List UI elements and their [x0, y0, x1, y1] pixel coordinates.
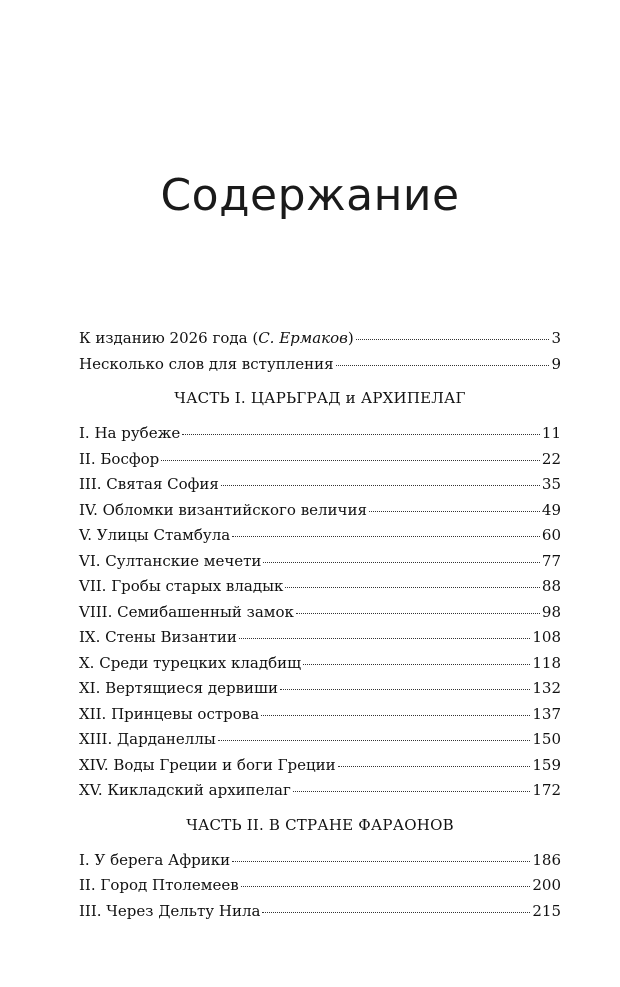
toc-entry-label: XIII. Дарданеллы [79, 730, 216, 748]
toc-entry-label: Несколько слов для вступления [79, 354, 334, 373]
dot-leader [303, 663, 530, 665]
toc-entry[interactable] [79, 422, 561, 448]
toc-entry-page: 137 [532, 704, 561, 723]
toc-entry-label: I. На рубеже [79, 424, 181, 442]
toc-entry-label: II. Город Птолемеев [79, 876, 239, 894]
toc-entry-page: 9 [551, 354, 561, 373]
toc-entry[interactable] [79, 626, 561, 652]
toc-entry-page: 35 [541, 475, 561, 493]
toc-entry[interactable] [79, 327, 561, 353]
toc-entry-page: 172 [532, 781, 561, 799]
dot-leader [369, 510, 540, 512]
toc-entry-label: XIV. Воды Греции и боги Греции [79, 755, 336, 774]
toc-entry-page: 98 [541, 602, 561, 621]
toc-entry-label: XV. Кикладский архипелаг [79, 781, 291, 799]
toc-entry-label: XI. Вертящиеся дервиши [79, 679, 278, 697]
toc-entry-label: VI. Султанские мечети [79, 551, 262, 570]
toc-entry[interactable] [79, 754, 561, 780]
toc-entry-label: II. Босфор [79, 449, 160, 468]
dot-leader [221, 484, 540, 486]
dot-leader [293, 790, 530, 792]
toc-entry[interactable] [79, 448, 561, 474]
dot-leader [232, 535, 540, 537]
toc-entry-page: 132 [532, 679, 561, 697]
dot-leader [182, 433, 540, 435]
toc-entry[interactable] [79, 900, 561, 926]
toc-entry-label: I. У берега Африки [79, 850, 231, 869]
toc-entry-label: X. Среди турецких кладбищ [79, 653, 302, 672]
toc-entry-author: С. Ермаков [258, 329, 348, 347]
toc-entry[interactable] [79, 652, 561, 678]
toc-entry[interactable] [79, 499, 561, 525]
dot-leader [161, 459, 540, 461]
toc-entry-page: 159 [532, 755, 561, 774]
toc-entry-page: 108 [532, 628, 561, 646]
dot-leader [285, 586, 540, 588]
toc-entry-page: 150 [532, 730, 561, 748]
toc-entry-label: IX. Стены Византии [79, 628, 237, 646]
toc-entry-page: 186 [532, 850, 561, 869]
dot-leader [232, 860, 530, 862]
toc-entry[interactable] [79, 677, 561, 703]
toc-entry[interactable] [79, 728, 561, 754]
part-heading: ЧАСТЬ II. В СТРАНЕ ФАРАОНОВ [186, 815, 454, 834]
dot-leader [261, 714, 530, 716]
toc-entry[interactable] [79, 550, 561, 576]
toc-entry-page: 88 [541, 577, 561, 595]
toc-entry-label: IV. Обломки византийского величия [79, 500, 367, 519]
page-title: Содержание [160, 170, 460, 221]
toc-entry-page: 77 [541, 551, 561, 570]
toc-entry-label: К изданию 2026 года (С. Ермаков) [79, 329, 354, 347]
toc-entry-label: III. Святая София [79, 475, 219, 493]
toc-entry-page: 60 [541, 526, 561, 544]
toc-entry[interactable] [79, 353, 561, 379]
toc-entry-page: 22 [541, 449, 561, 468]
dot-leader [218, 739, 531, 741]
toc-entry[interactable] [79, 779, 561, 805]
toc-entry-page: 215 [532, 901, 561, 920]
dot-leader [241, 885, 531, 887]
toc-entry-page: 3 [551, 329, 561, 347]
dot-leader [338, 765, 531, 767]
dot-leader [263, 561, 539, 563]
toc-entry[interactable] [79, 524, 561, 550]
toc-entry[interactable] [79, 703, 561, 729]
dot-leader [336, 364, 550, 366]
dot-leader [356, 338, 550, 340]
toc-entry[interactable] [79, 874, 561, 900]
toc-entry[interactable] [79, 473, 561, 499]
toc-entry-label: VII. Гробы старых владык [79, 577, 284, 595]
toc-entry-label: V. Улицы Стамбула [79, 526, 231, 544]
dot-leader [296, 612, 540, 614]
toc-entry-page: 118 [532, 653, 561, 672]
dot-leader [262, 911, 530, 913]
table-of-contents [79, 327, 561, 925]
toc-entry[interactable] [79, 849, 561, 875]
toc-entry-page: 11 [541, 424, 561, 442]
toc-entry[interactable] [79, 601, 561, 627]
part-heading: ЧАСТЬ I. ЦАРЬГРАД и АРХИПЕЛАГ [174, 389, 466, 407]
toc-entry-label: VIII. Семибашенный замок [79, 602, 294, 621]
toc-entry-label: III. Через Дельту Нила [79, 901, 261, 920]
toc-entry-label: XII. Принцевы острова [79, 704, 260, 723]
dot-leader [239, 637, 530, 639]
toc-entry[interactable] [79, 575, 561, 601]
toc-entry-page: 49 [541, 500, 561, 519]
dot-leader [280, 688, 530, 690]
toc-entry-page: 200 [532, 876, 561, 894]
